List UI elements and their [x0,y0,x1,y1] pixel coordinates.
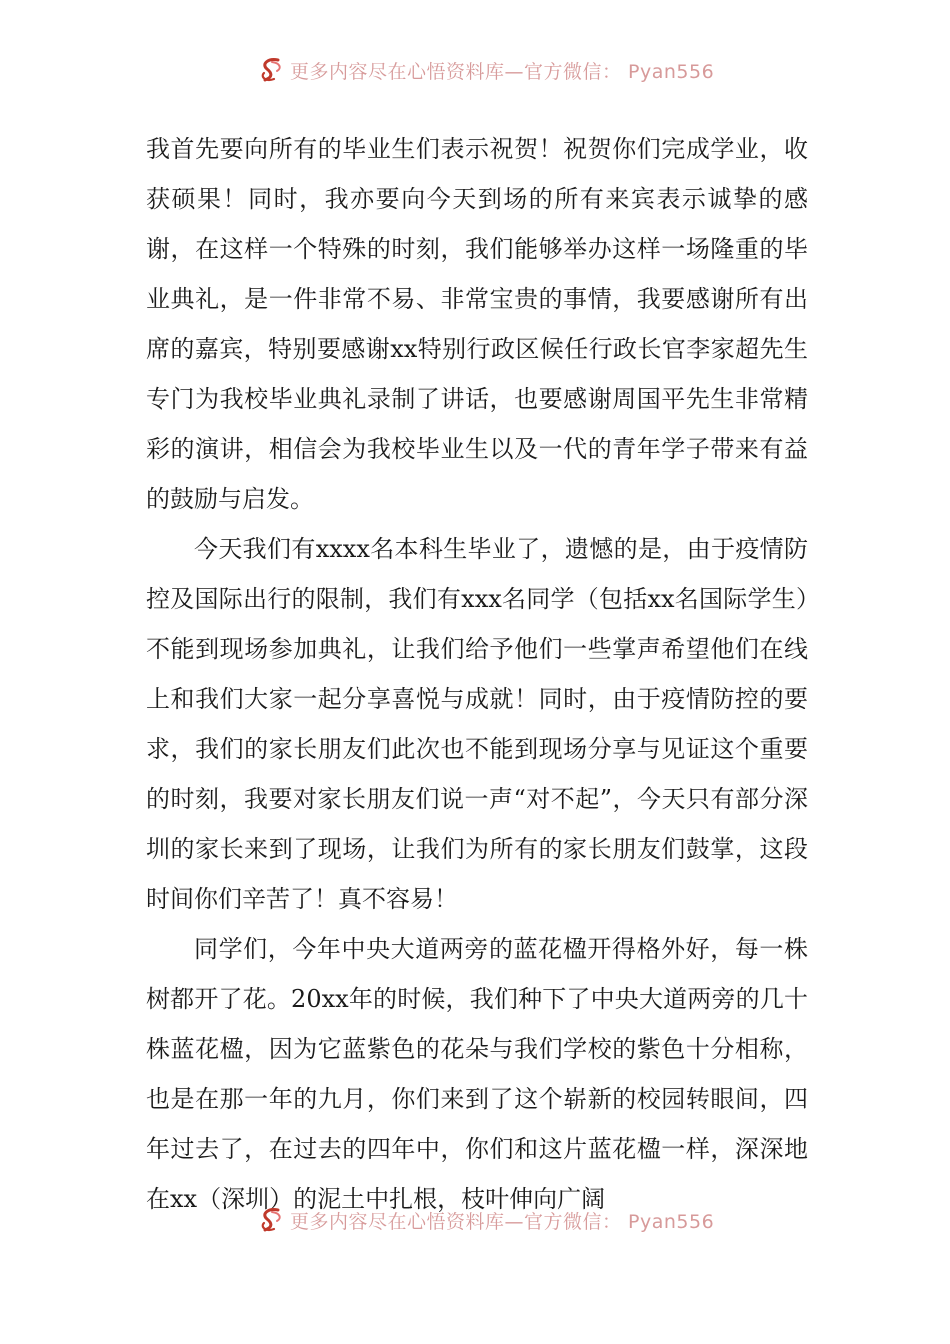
footer-watermark [258,1207,714,1233]
stylized-s-logo-icon [258,57,286,83]
paragraph-3: 同学们，今年中央大道两旁的蓝花楹开得格外好，每一株树都开了花。20xx年的时候，我们种下了中央大道两旁的几十株蓝花楹，因为它蓝紫色的花朵与我们学校的紫色十分相称，也是在那一年的九月，你们来到了这个崭新的校园转眼间，四年过去了，在过去的四年中，你们和这片蓝花楹一样，深深地在xx（深圳）的泥土中扎根，枝叶伸向广阔 [146,935,808,1213]
header-watermark [258,57,714,83]
document-body [146,124,808,1224]
watermark-text: 更多内容尽在心悟资料库—官方微信： Pyan556 [290,1210,715,1233]
paragraph-2: 今天我们有xxxx名本科生毕业了，遗憾的是，由于疫情防控及国际出行的限制，我们有xxx名同学（包括xx名国际学生）不能到现场参加典礼，让我们给予他们一些掌声希望他们在线上和我们大家一起分享喜悦与成就！同时，由于疫情防控的要求，我们的家长朋友们此次也不能到现场分享与见证这个重要的时刻，我要对家长朋友们说一声“对不起”，今天只有部分深圳的家长来到了现场，让我们为所有的家长朋友们鼓掌，这段时间你们辛苦了！真不容易！ [146,535,808,913]
paragraph-1: 我首先要向所有的毕业生们表示祝贺！祝贺你们完成学业，收获硕果！同时，我亦要向今天到场的所有来宾表示诚挚的感谢，在这样一个特殊的时刻，我们能够举办这样一场隆重的毕业典礼，是一件非常不易、非常宝贵的事情，我要感谢所有出席的嘉宾，特别要感谢xx特别行政区候任行政长官李家超先生专门为我校毕业典礼录制了讲话，也要感谢周国平先生非常精彩的演讲，相信会为我校毕业生以及一代的青年学子带来有益的鼓励与启发。 [146,135,808,513]
watermark-text: 更多内容尽在心悟资料库—官方微信： Pyan556 [290,60,715,83]
stylized-s-logo-icon [258,1207,286,1233]
